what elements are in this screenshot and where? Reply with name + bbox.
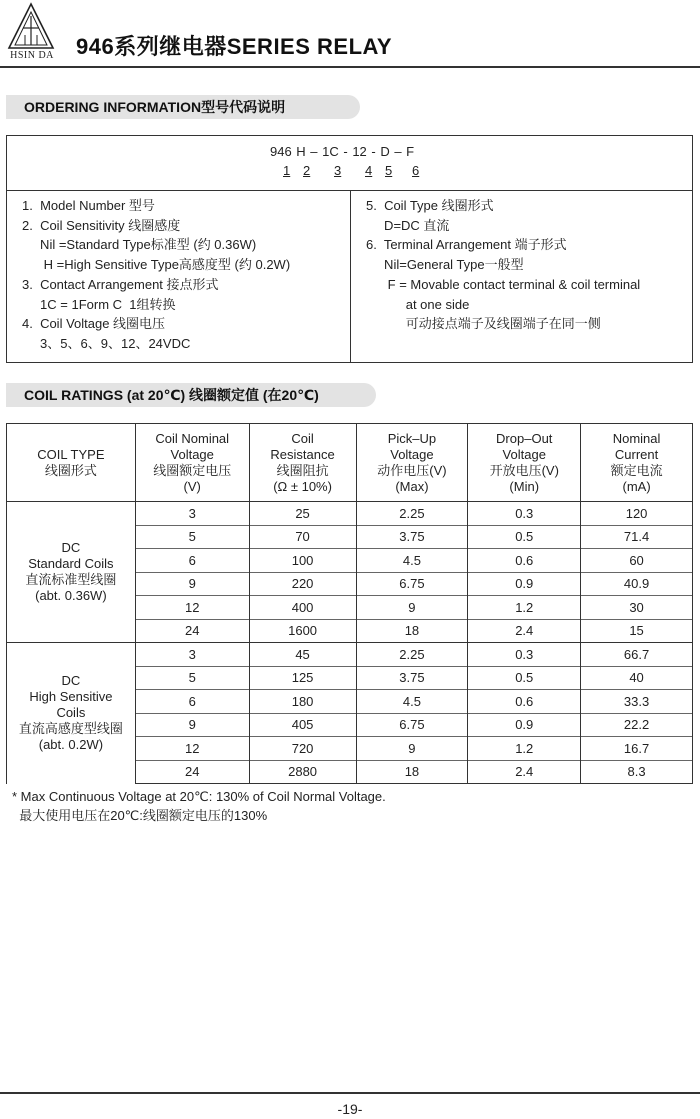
table-cell: 2880 — [249, 760, 356, 784]
coil-type-line: DC — [61, 673, 81, 689]
table-cell: 40.9 — [581, 572, 693, 596]
footnote — [12, 787, 386, 825]
table-cell: 2.25 — [356, 502, 468, 526]
table-cell: 0.9 — [468, 572, 581, 596]
column-header — [468, 424, 581, 502]
page-title: 946系列继电器SERIES RELAY — [76, 34, 393, 59]
column-header-line: Voltage — [502, 446, 546, 462]
table-cell: 5 — [135, 666, 249, 690]
coil-type-cell — [7, 502, 136, 643]
column-header-line: Voltage — [390, 446, 434, 462]
ordering-list-item: 6. Terminal Arrangement 端子形式 — [366, 237, 567, 253]
ordering-list-item: 1C = 1Form C 1组转换 — [22, 296, 176, 312]
table-cell: 6.75 — [356, 713, 468, 737]
column-header-line: Resistance — [270, 446, 335, 462]
table-body — [7, 502, 693, 784]
page-number: -19- — [337, 1101, 363, 1117]
ordering-list-item: F = Movable contact terminal & coil terminal — [366, 276, 641, 292]
table-cell: 405 — [249, 713, 356, 737]
table-cell: 22.2 — [581, 713, 693, 737]
table-cell: 1.2 — [468, 596, 581, 620]
table-cell: 12 — [135, 596, 249, 620]
code-number: 1 — [283, 163, 291, 178]
footnote-line: * Max Continuous Voltage at 20℃: 130% of Coil Normal Voltage. — [12, 789, 386, 804]
table-cell: 0.6 — [468, 549, 581, 573]
table-cell: 2.4 — [468, 619, 581, 643]
table-cell: 125 — [249, 666, 356, 690]
coil-type-line: (abt. 0.36W) — [35, 588, 107, 603]
table-cell: 3 — [135, 643, 249, 667]
table-cell: 33.3 — [581, 690, 693, 714]
ordering-list-item: 5. Coil Type 线圈形式 — [366, 198, 494, 213]
table-cell: 9 — [135, 572, 249, 596]
table-header-row — [7, 424, 693, 502]
ordering-list-item: at one side — [366, 296, 470, 312]
table-cell: 1.2 — [468, 737, 581, 761]
table-cell: 6 — [135, 549, 249, 573]
table-cell: 4.5 — [356, 549, 468, 573]
ordering-list-item: 2. Coil Sensitivity 线圈感度 — [22, 217, 181, 233]
table-cell: 71.4 — [581, 525, 693, 549]
table-cell: 0.9 — [468, 713, 581, 737]
code-number: 5 — [385, 163, 393, 178]
table-cell: 3 — [135, 502, 249, 526]
table-cell: 6 — [135, 690, 249, 714]
table-row — [7, 643, 693, 667]
column-header — [135, 424, 249, 502]
table-cell: 0.3 — [468, 643, 581, 667]
ordering-list-item: Nil=General Type一般型 — [366, 257, 524, 273]
table-cell: 3.75 — [356, 525, 468, 549]
column-header-line: Nominal — [612, 430, 661, 446]
table-cell: 0.5 — [468, 525, 581, 549]
table-cell: 9 — [356, 737, 468, 761]
table-cell: 18 — [356, 760, 468, 784]
column-header-line: (Max) — [395, 478, 429, 494]
table-cell: 100 — [249, 549, 356, 573]
table-cell: 16.7 — [581, 737, 693, 761]
logo-triangle-icon — [6, 2, 56, 52]
table-cell: 70 — [249, 525, 356, 549]
ordering-list-item: 1. Model Number 型号 — [22, 198, 155, 213]
table-cell: 30 — [581, 596, 693, 620]
coil-type-line: Standard Coils — [28, 556, 114, 571]
table-cell: 2.4 — [468, 760, 581, 784]
column-header-line: COIL TYPE — [37, 446, 105, 462]
table-cell: 60 — [581, 549, 693, 573]
coil-type-line: Coils — [56, 705, 86, 721]
order-code: 946 H – 1C - 12 - D – F — [270, 144, 415, 159]
column-header-line: 线圈阻抗 — [276, 462, 329, 478]
column-header-line: Pick–Up — [387, 430, 437, 446]
table-cell: 45 — [249, 643, 356, 667]
code-number: 4 — [365, 163, 373, 178]
column-header-line: (Min) — [509, 478, 540, 494]
column-header-line: Coil — [291, 430, 314, 446]
table-cell: 0.6 — [468, 690, 581, 714]
ordering-section-title: ORDERING INFORMATION型号代码说明 — [6, 95, 360, 119]
column-header-line: Current — [614, 446, 659, 462]
footnote-line: 最大使用电压在20℃:线圈额定电压的130% — [12, 808, 268, 823]
coil-type-line: 直流高感度型线圈 — [18, 721, 123, 737]
table-cell: 0.3 — [468, 502, 581, 526]
column-header-line: Drop–Out — [496, 430, 553, 446]
column-header — [7, 424, 136, 502]
column-header-line: (V) — [183, 478, 201, 494]
footer-divider — [0, 1092, 700, 1094]
table-cell: 6.75 — [356, 572, 468, 596]
ordering-list-item: Nil =Standard Type标准型 (约 0.36W) — [22, 237, 257, 253]
coil-ratings-table — [6, 423, 693, 784]
coil-type-line: (abt. 0.2W) — [38, 737, 104, 753]
ordering-list-right — [366, 196, 640, 334]
coil-type-line: High Sensitive — [29, 689, 113, 705]
code-number: 2 — [303, 163, 311, 178]
table-cell: 2.25 — [356, 643, 468, 667]
column-header-line: (Ω ± 10%) — [273, 478, 332, 494]
column-header-line: 额定电流 — [610, 462, 663, 478]
column-header-line: Coil Nominal — [155, 430, 230, 446]
table-cell: 25 — [249, 502, 356, 526]
table-cell: 9 — [356, 596, 468, 620]
column-header-line: (mA) — [622, 478, 651, 494]
logo-text: HSIN DA — [10, 50, 54, 61]
header-divider — [0, 66, 700, 68]
coil-type-cell — [7, 643, 136, 784]
column-header — [356, 424, 468, 502]
table-cell: 8.3 — [581, 760, 693, 784]
table-cell: 1600 — [249, 619, 356, 643]
table-cell: 18 — [356, 619, 468, 643]
ordering-list-item: 可动接点端子及线圈端子在同一侧 — [366, 316, 601, 332]
ordering-list-item: 3. Contact Arrangement 接点形式 — [22, 276, 219, 292]
table-cell: 3.75 — [356, 666, 468, 690]
table-cell: 12 — [135, 737, 249, 761]
column-header-line: 开放电压(V) — [489, 462, 559, 478]
ordering-list-item: H =High Sensitive Type高感度型 (约 0.2W) — [22, 257, 291, 273]
code-number: 3 — [334, 163, 342, 178]
table-cell: 5 — [135, 525, 249, 549]
table-cell: 66.7 — [581, 643, 693, 667]
table-cell: 120 — [581, 502, 693, 526]
coil-type-line: DC — [61, 540, 81, 555]
coil-type-line: 直流标准型线圈 — [25, 572, 117, 587]
code-number: 6 — [412, 163, 420, 178]
table-cell: 720 — [249, 737, 356, 761]
table-row — [7, 502, 693, 526]
table-cell: 220 — [249, 572, 356, 596]
table-cell: 24 — [135, 760, 249, 784]
column-header-line: Voltage — [170, 446, 214, 462]
ordering-divider-vertical — [350, 190, 351, 363]
ordering-list-item: 3、5、6、9、12、24VDC — [22, 335, 191, 351]
column-header-line: 动作电压(V) — [377, 462, 447, 478]
coil-ratings-section-title: COIL RATINGS (at 20℃) 线圈额定值 (在20℃) — [6, 383, 376, 407]
table-cell: 0.5 — [468, 666, 581, 690]
column-header-line: 线圈额定电压 — [153, 462, 232, 478]
table-cell: 40 — [581, 666, 693, 690]
column-header — [249, 424, 356, 502]
table-cell: 4.5 — [356, 690, 468, 714]
ordering-list-item: 4. Coil Voltage 线圈电压 — [22, 316, 166, 332]
table-cell: 9 — [135, 713, 249, 737]
ordering-list-item: D=DC 直流 — [366, 217, 450, 233]
table-cell: 24 — [135, 619, 249, 643]
ordering-list-left — [22, 196, 290, 354]
table-cell: 400 — [249, 596, 356, 620]
table-cell: 15 — [581, 619, 693, 643]
column-header — [581, 424, 693, 502]
column-header-line: 线圈形式 — [44, 462, 97, 478]
table-cell: 180 — [249, 690, 356, 714]
